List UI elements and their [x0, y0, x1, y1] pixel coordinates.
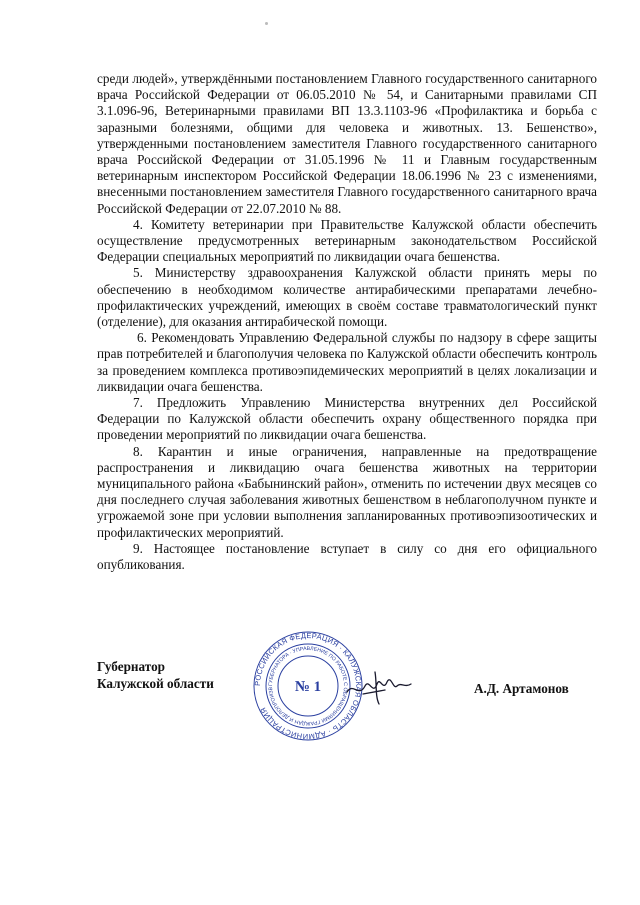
signatory-name: А.Д. Артамонов [474, 681, 569, 696]
seal-inner-text: ГУБЕРНАТОРА · УПРАВЛЕНИЕ ПО РАБОТЕ С ОБРАЩЕНИЯМИ ГРАЖДАН И ДЕЛОПРОИЗВ [267, 645, 349, 727]
paragraph-item-8: 8. Карантин и иные ограничения, направленные на предотвращение распространения и ликвидацию очага бешенства животных на территории муниципального района «Бабынинский район», отменить по истечении двух месяцев со дня последнего случая заболевания животных бешенством в неблагополучном пункте и угрожаемой зоне при условии выполнения запланированных противоэпизоотических и профилактических мероприятий. [97, 443, 597, 540]
signatory-title [97, 658, 214, 692]
scan-speck [265, 22, 268, 25]
document-body [97, 71, 597, 573]
handwritten-signature [345, 662, 415, 712]
paragraph-item-7: 7. Предложить Управлению Министерства внутренних дел Российской Федерации по Калужской области обеспечить охрану общественного порядка при проведении мероприятий по ликвидации очага бешенства. [97, 395, 597, 443]
seal-outer-text: РОССИЙСКАЯ ФЕДЕРАЦИЯ · КАЛУЖСКАЯ ОБЛАСТЬ · АДМИНИСТРАЦИЯ [252, 630, 364, 742]
paragraph-item-6: 6. Рекомендовать Управлению Федеральной службы по надзору в сфере защиты прав потребителей и благополучия человека по Калужской области обеспечить контроль за проведением комплекса противоэпидемических мероприятий в целях локализации и ликвидации очага бешенства. [97, 330, 597, 394]
paragraph-item-4: 4. Комитету ветеринарии при Правительстве Калужской области обеспечить осуществление предусмотренных ветеринарным законодательством Российской Федерации специальных мероприятий по ликвидации очага бешенства. [97, 216, 597, 265]
signatory-title-line2: Калужской области [97, 676, 214, 691]
paragraph-item-9: 9. Настоящее постановление вступает в силу со дня его официального опубликования. [97, 540, 597, 573]
signatory-title-line1: Губернатор [97, 659, 165, 674]
seal-number: № 1 [294, 679, 322, 695]
paragraph-continuation: среди людей», утверждёнными постановлением Главного государственного санитарного врача Российской Федерации от 06.05.2010 № 54, и Санитарными правилами СП 3.1.096-96, Ветеринарными правилами ВП 13.3.1103-96 «Профилактика и борьба с заразными болезнями, общими для человека и животных. 13. Бешенство», утвержденными постановлением заместителя Главного государственного санитарного врача Российской Федерации от 31.05.1996 № 11 и Главным государственным ветеринарным инспектором Российской Федерации 18.06.1996 № 23 с изменениями, внесенными постановлением заместителя Главного государственного санитарного врача Российской Федерации от 22.07.2010 № 88. [97, 71, 597, 216]
paragraph-item-5: 5. Министерству здравоохранения Калужской области принять меры по обеспечению в необходимом количестве антирабическими препаратами лечебно-профилактических учреждений, имеющих в своём составе травматологический пункт (отделение), для оказания антирабической помощи. [97, 265, 597, 330]
